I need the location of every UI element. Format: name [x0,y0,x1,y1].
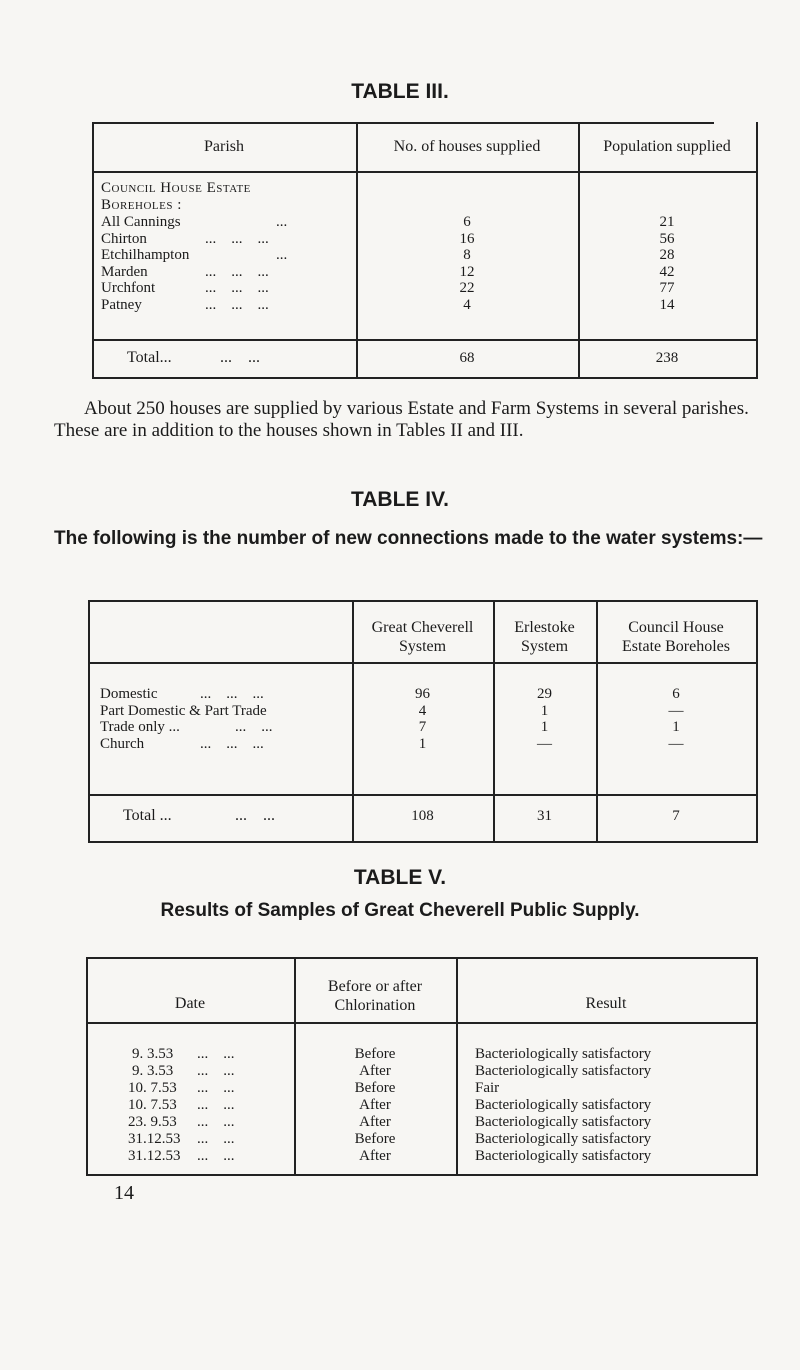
value: 6 [672,686,680,702]
total-population: 238 [655,350,679,366]
row-label: Trade only ... [100,719,180,735]
parish-name: Patney [101,296,142,313]
total-label: Total ... [123,807,172,824]
parish-name: All Cannings [101,214,181,230]
col-header-population: Population supplied [603,138,731,155]
group-title: Council House Estate [101,180,251,196]
parish-name: Marden [101,263,148,280]
value: — [668,702,684,719]
when: Before [354,1131,396,1147]
houses-value: 22 [459,280,475,296]
value: — [537,735,552,752]
houses-value: 16 [459,230,475,247]
houses-value: 12 [459,263,475,280]
date: 10. 7.53 [128,1080,177,1096]
row-label: Church [100,735,145,752]
col-header-result: Result [585,995,627,1012]
result: Bacteriologically satisfactory [475,1046,652,1062]
date: 23. 9.53 [128,1114,177,1130]
table-4-heading: TABLE IV. [350,488,450,511]
table-4: Great Cheverell System Erlestoke System Council House Estate Boreholes Domestic ... ... ... 96 29 6 Part Domestic & Part Trade 4 1 — Trade only ... ... ... 7 1 1 Church ... ... ... 1 — — Total ... ... ... 108 31 7 [0,0,800,850]
date: 31.12.53 [128,1131,181,1147]
total-label: Total... [127,349,172,366]
value: 96 [415,686,430,702]
table-4-subheading: The following is the number of new connections made to the water systems:— [54,528,763,549]
table-3: Parish No. of houses supplied Population supplied Council House Estate Boreholes : All Cannings ... 6 21 Chirton ... ... ... 16 56 Etchilhampton ... 8 28 Marden ... ... ... 12 42 Urchfont ... ... ... 22 77 Patney ... ... ... 4 14 Total... ... ... 68 238 [0,0,800,400]
when: Before [354,1046,396,1062]
population-value: 42 [659,263,675,280]
houses-value: 8 [463,247,471,263]
total-value: 108 [411,808,434,824]
paragraph: About 250 houses are supplied by various Estate and Farm Systems in several parishes. These are in addition to the houses shown in Tables II and III. [54,398,749,441]
value: — [668,735,684,752]
population-value: 77 [659,280,675,296]
when: After [359,1148,391,1164]
col-header-council-house: Council House Estate Boreholes [622,619,730,655]
table-3-heading: TABLE III. [351,80,449,103]
page-number: 14 [114,1182,134,1204]
when: Before [354,1080,396,1096]
date: 9. 3.53 [132,1046,174,1062]
result: Bacteriologically satisfactory [475,1114,652,1130]
population-value: 21 [659,214,675,230]
col-header-great-cheverell: Great Cheverell System [371,619,474,655]
parish-name: Urchfont [101,280,156,296]
total-value: 31 [537,808,552,824]
table-5-subheading: Results of Samples of Great Cheverell Public Supply. [160,900,640,921]
table-5-heading: TABLE V. [353,866,447,889]
value: 4 [418,702,427,719]
date: 31.12.53 [128,1148,181,1164]
total-houses: 68 [459,350,475,366]
houses-value: 6 [463,214,471,230]
population-value: 56 [659,230,675,247]
row-label: Domestic [100,686,158,702]
value: 1 [672,719,680,735]
value: 29 [537,686,552,702]
result: Bacteriologically satisfactory [475,1097,652,1113]
when: After [359,1063,391,1079]
result: Bacteriologically satisfactory [475,1148,652,1164]
value: 7 [418,719,427,735]
value: 1 [540,719,549,735]
population-value: 28 [659,247,675,263]
col-header-parish: Parish [204,138,244,155]
row-label: Part Domestic & Part Trade [100,702,267,719]
value: 1 [540,702,549,719]
when: After [359,1097,391,1113]
houses-value: 4 [463,296,471,313]
total-value: 7 [672,808,680,824]
result: Fair [475,1080,500,1096]
col-header-erlestoke: Erlestoke System [514,619,575,655]
parish-name: Chirton [101,230,147,247]
population-value: 14 [659,296,675,313]
result: Bacteriologically satisfactory [475,1063,652,1079]
col-header-houses: No. of houses supplied [393,138,541,155]
value: 1 [418,735,427,752]
col-header-chlorination: Before or after Chlorination [327,978,423,1014]
result: Bacteriologically satisfactory [475,1131,652,1147]
when: After [359,1114,391,1130]
date: 10. 7.53 [128,1097,177,1113]
col-header-date: Date [174,995,206,1012]
group-subtitle: Boreholes : [101,197,182,213]
parish-name: Etchilhampton [101,247,190,263]
table-5: Date Before or after Chlorination Result 9. 3.53 ... ... Before Bacteriologically satisfactory 9. 3.53 ... ... After Bacteriologically satisfactory 10. 7.53 ... ... Before Fair 10. 7.53 ... ... After Bacteriologically satisfactory 23. 9.53 ... ... After Bacteriologically satisfactory 31.12.53 ... ... Before Bacteriologically satisfactory 31.12.53 ... ... After Bacteriologically satisfactory [0,0,800,1300]
date: 9. 3.53 [132,1063,174,1079]
